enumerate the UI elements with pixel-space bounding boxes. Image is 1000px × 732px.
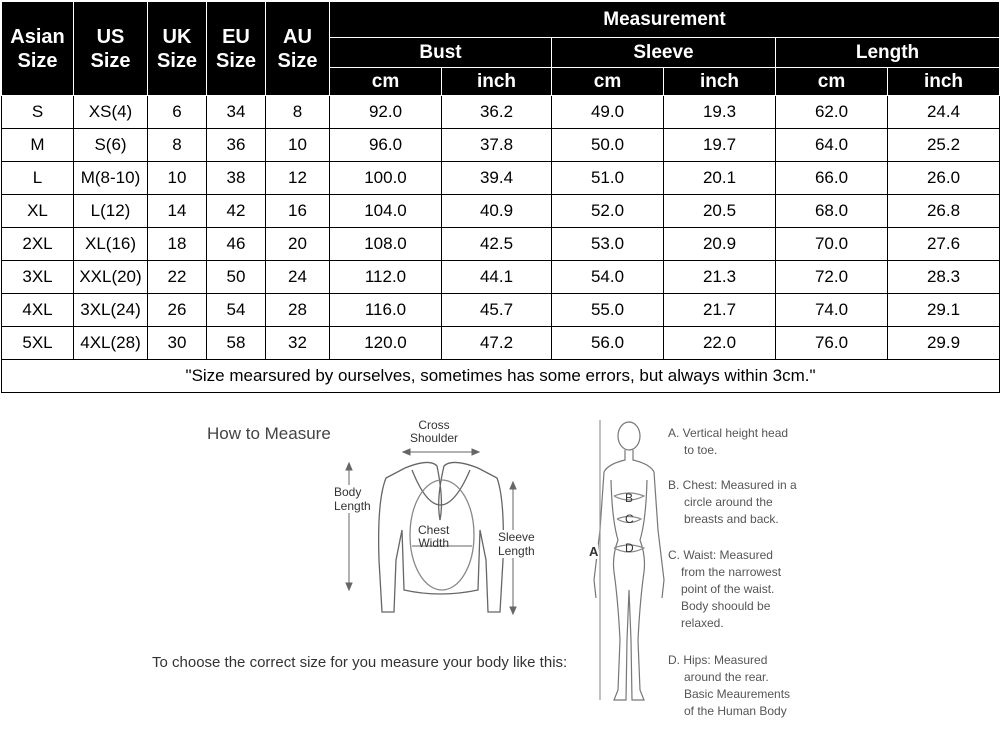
size-cell: 36 (207, 129, 266, 162)
size-cell: M(8-10) (74, 162, 148, 195)
size-cell: 19.7 (664, 129, 776, 162)
header-measurement: Measurement (330, 2, 1000, 38)
size-cell: 46 (207, 228, 266, 261)
marker-d: D (625, 541, 634, 555)
size-cell: 24.4 (888, 96, 1000, 129)
size-cell: 116.0 (330, 294, 442, 327)
size-cell: 39.4 (442, 162, 552, 195)
size-cell: 28 (266, 294, 330, 327)
marker-a: A (589, 544, 599, 559)
header-au-size: AU Size (266, 2, 330, 96)
header-sleeve-cm: cm (552, 68, 664, 96)
note-a-line-1: A. Vertical height head (668, 426, 789, 440)
note-c-line-4: Body shoould be (681, 599, 771, 613)
size-cell: 20.9 (664, 228, 776, 261)
size-cell: 3XL(24) (74, 294, 148, 327)
size-cell: 96.0 (330, 129, 442, 162)
how-to-measure-title: How to Measure (207, 424, 331, 443)
size-cell: 12 (266, 162, 330, 195)
size-cell: 104.0 (330, 195, 442, 228)
header-us-size: US Size (74, 2, 148, 96)
header-uk-size: UK Size (148, 2, 207, 96)
size-cell: 50 (207, 261, 266, 294)
size-cell: 92.0 (330, 96, 442, 129)
size-cell: 74.0 (776, 294, 888, 327)
sleeve-length-label (498, 530, 535, 558)
note-d-line-1: D. Hips: Measured (668, 653, 768, 667)
instruction-text: To choose the correct size for you measure your body like this: (152, 654, 568, 671)
marker-b: B (625, 491, 634, 505)
size-cell: 49.0 (552, 96, 664, 129)
size-cell: 22 (148, 261, 207, 294)
note-c (668, 547, 781, 632)
size-cell: 8 (266, 96, 330, 129)
sleeve-length-line-1: Sleeve (498, 530, 535, 544)
note-a-line-2: to toe. (684, 443, 718, 457)
header-bust-inch: inch (442, 68, 552, 96)
note-c-line-3: point of the waist. (681, 582, 775, 596)
size-cell: 76.0 (776, 327, 888, 360)
size-cell: 53.0 (552, 228, 664, 261)
size-cell: 5XL (2, 327, 74, 360)
size-cell: 19.3 (664, 96, 776, 129)
size-cell: 20.5 (664, 195, 776, 228)
size-cell: XL(16) (74, 228, 148, 261)
note-c-line-1: C. Waist: Measured (668, 548, 773, 562)
note-b (668, 477, 797, 528)
size-cell: 54.0 (552, 261, 664, 294)
size-cell: 4XL(28) (74, 327, 148, 360)
size-cell: 47.2 (442, 327, 552, 360)
cross-shoulder-label (410, 419, 458, 445)
size-cell: 108.0 (330, 228, 442, 261)
note-b-line-3: breasts and back. (684, 512, 779, 526)
human-figure (594, 420, 664, 700)
body-length-line-1: Body (334, 485, 362, 499)
note-d (668, 652, 790, 720)
size-cell: 20 (266, 228, 330, 261)
size-cell: 3XL (2, 261, 74, 294)
size-cell: 22.0 (664, 327, 776, 360)
size-cell: XXL(20) (74, 261, 148, 294)
note-d-line-3: Basic Meaurements (684, 687, 791, 701)
size-cell: 62.0 (776, 96, 888, 129)
size-cell: 66.0 (776, 162, 888, 195)
note-a (668, 425, 788, 459)
size-cell: 68.0 (776, 195, 888, 228)
body-length-line-2: Length (334, 499, 371, 513)
header-asian-size: Asian Size (2, 2, 74, 96)
note-b-line-2: circle around the (684, 495, 773, 509)
size-cell: 64.0 (776, 129, 888, 162)
sleeve-length-line-2: Length (498, 544, 535, 558)
size-cell: 21.7 (664, 294, 776, 327)
size-cell: 21.3 (664, 261, 776, 294)
size-cell: S (2, 96, 74, 129)
size-cell: 42 (207, 195, 266, 228)
cross-shoulder-line-2: Shoulder (410, 431, 459, 445)
size-cell: XL (2, 195, 74, 228)
size-cell: 36.2 (442, 96, 552, 129)
size-cell: 100.0 (330, 162, 442, 195)
size-cell: 30 (148, 327, 207, 360)
size-cell: 58 (207, 327, 266, 360)
cross-shoulder-line-1: Cross (418, 418, 450, 432)
size-cell: 6 (148, 96, 207, 129)
size-cell: 70.0 (776, 228, 888, 261)
size-cell: 10 (148, 162, 207, 195)
size-cell: 42.5 (442, 228, 552, 261)
size-cell: 10 (266, 129, 330, 162)
size-cell: 44.1 (442, 261, 552, 294)
note-b-line-1: B. Chest: Measured in a (668, 478, 797, 492)
size-cell: 72.0 (776, 261, 888, 294)
measurement-note: "Size mearsured by ourselves, sometimes has some errors, but always within 3cm." (2, 360, 1000, 393)
size-cell: 29.1 (888, 294, 1000, 327)
size-cell: 20.1 (664, 162, 776, 195)
chest-width-line-1: Chest (418, 523, 450, 537)
size-cell: 2XL (2, 228, 74, 261)
header-eu-size: EU Size (207, 2, 266, 96)
header-bust: Bust (330, 38, 552, 68)
size-cell: 27.6 (888, 228, 1000, 261)
header-sleeve: Sleeve (552, 38, 776, 68)
size-cell: 112.0 (330, 261, 442, 294)
size-cell: 26 (148, 294, 207, 327)
size-cell: 55.0 (552, 294, 664, 327)
size-cell: L (2, 162, 74, 195)
note-d-line-4: of the Human Body (684, 704, 787, 718)
size-cell: 16 (266, 195, 330, 228)
size-cell: 18 (148, 228, 207, 261)
size-cell: 26.8 (888, 195, 1000, 228)
size-cell: 29.9 (888, 327, 1000, 360)
size-cell: 25.2 (888, 129, 1000, 162)
header-length: Length (776, 38, 1000, 68)
chest-width-line-2: Width (418, 536, 450, 550)
size-cell: 28.3 (888, 261, 1000, 294)
note-c-line-2: from the narrowest (681, 565, 782, 579)
size-cell: 37.8 (442, 129, 552, 162)
size-cell: XS(4) (74, 96, 148, 129)
size-cell: M (2, 129, 74, 162)
size-cell: 56.0 (552, 327, 664, 360)
note-c-line-5: relaxed. (681, 616, 724, 630)
size-cell: 51.0 (552, 162, 664, 195)
header-length-inch: inch (888, 68, 1000, 96)
size-cell: L(12) (74, 195, 148, 228)
size-cell: 24 (266, 261, 330, 294)
size-cell: 54 (207, 294, 266, 327)
size-cell: 8 (148, 129, 207, 162)
size-cell: S(6) (74, 129, 148, 162)
header-bust-cm: cm (330, 68, 442, 96)
size-cell: 14 (148, 195, 207, 228)
size-cell: 40.9 (442, 195, 552, 228)
note-d-line-2: around the rear. (684, 670, 769, 684)
size-cell: 120.0 (330, 327, 442, 360)
size-cell: 45.7 (442, 294, 552, 327)
size-cell: 50.0 (552, 129, 664, 162)
size-cell: 4XL (2, 294, 74, 327)
size-cell: 34 (207, 96, 266, 129)
size-cell: 26.0 (888, 162, 1000, 195)
marker-c: C (625, 512, 634, 526)
size-cell: 32 (266, 327, 330, 360)
size-cell: 38 (207, 162, 266, 195)
body-length-label (334, 485, 371, 513)
header-length-cm: cm (776, 68, 888, 96)
header-sleeve-inch: inch (664, 68, 776, 96)
size-cell: 52.0 (552, 195, 664, 228)
chest-width-label (418, 524, 449, 550)
